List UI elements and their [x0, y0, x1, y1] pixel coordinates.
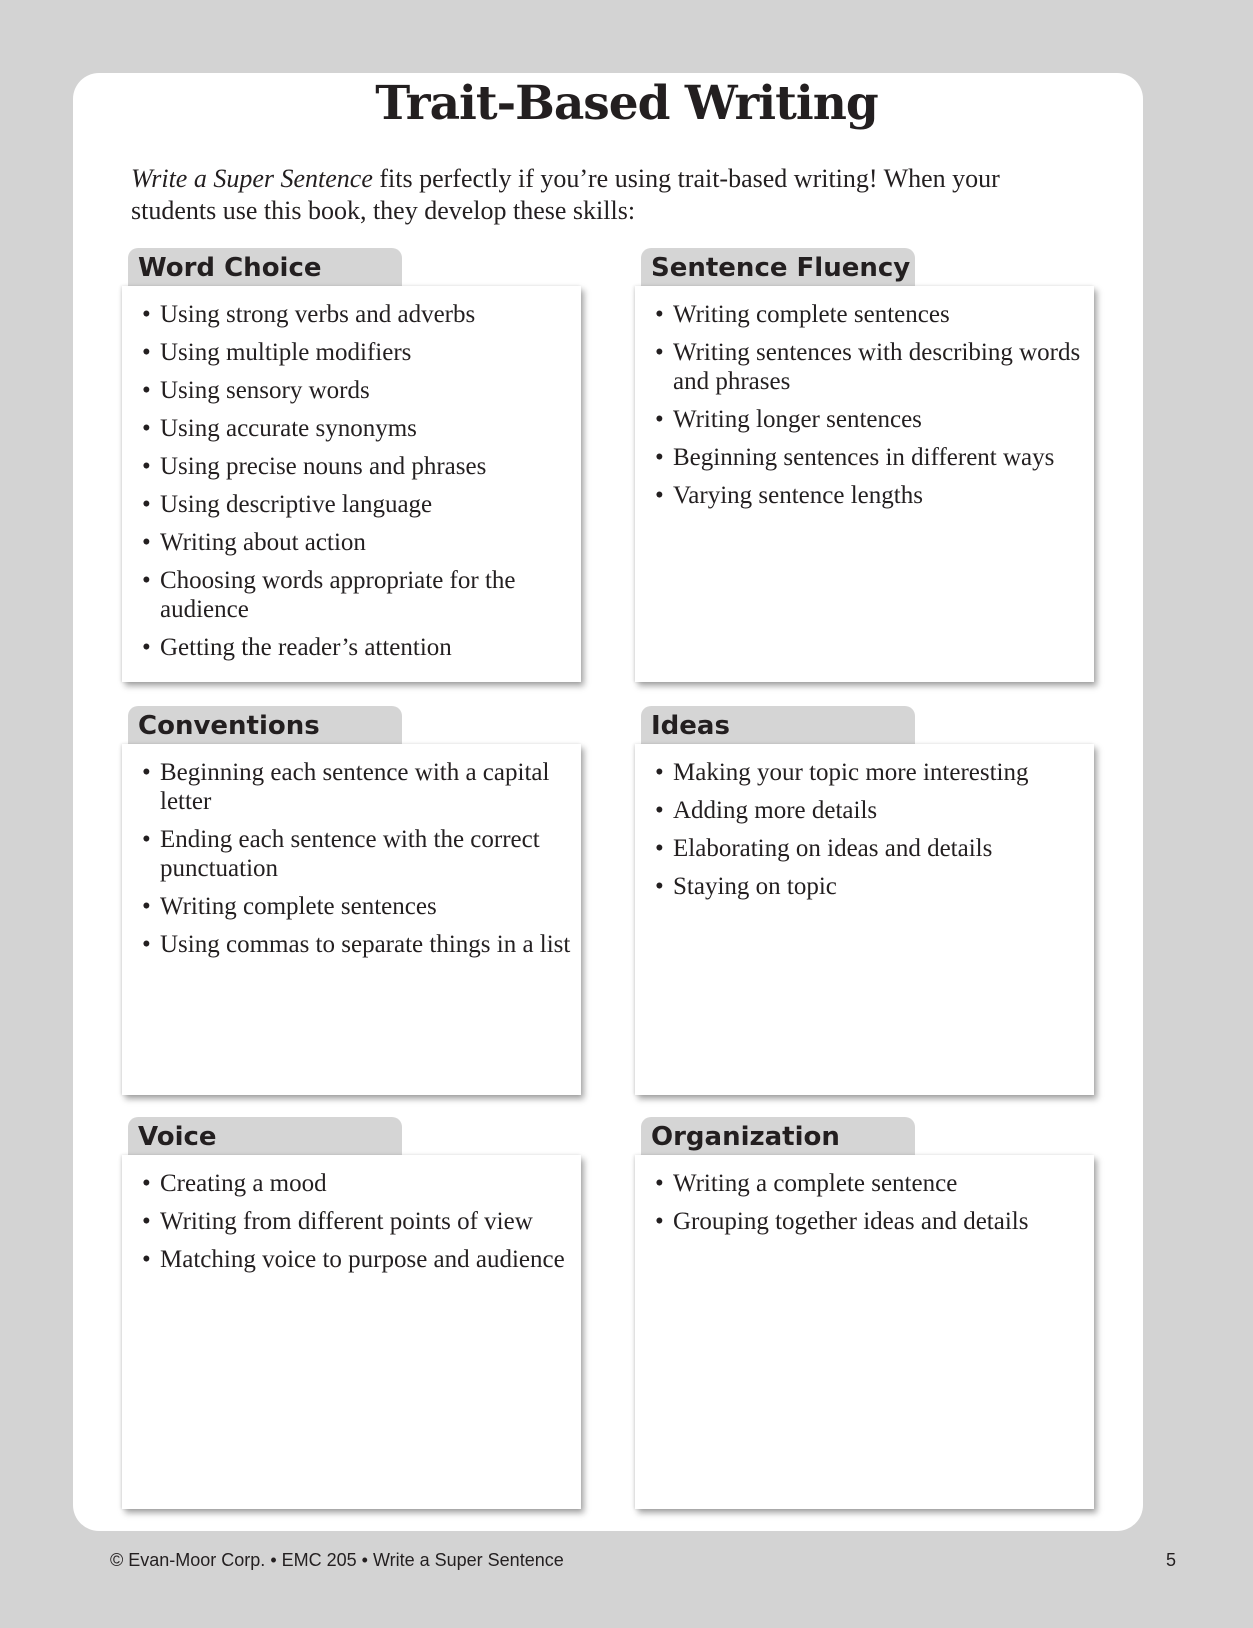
list-item [655, 405, 1094, 434]
bullet-glyph: • [142, 377, 151, 404]
bullet-glyph: • [655, 406, 664, 433]
list-item [142, 1207, 581, 1236]
bullet-glyph: • [655, 482, 664, 509]
bullet-glyph: • [142, 567, 151, 594]
list-item [142, 414, 581, 443]
list-item [142, 930, 581, 959]
section-heading-conventions: Conventions [128, 706, 402, 744]
list-item [142, 300, 581, 329]
list-item-text: Writing a complete sentence [673, 1170, 958, 1197]
bullet-glyph: • [655, 339, 664, 366]
bullet-glyph: • [655, 797, 664, 824]
list-item-text: Using accurate synonyms [160, 415, 417, 442]
bullet-glyph: • [655, 301, 664, 328]
list-item-text: Staying on topic [673, 873, 837, 900]
list-item-text: Adding more details [673, 797, 878, 824]
bullet-glyph: • [142, 1246, 151, 1273]
list-item [655, 834, 1094, 863]
list-item [655, 1169, 1094, 1198]
section-card-sentence-fluency [635, 286, 1094, 682]
bullet-glyph: • [142, 1208, 151, 1235]
section-heading-ideas: Ideas [641, 706, 915, 744]
section-heading-sentence-fluency: Sentence Fluency [641, 248, 915, 286]
bullet-glyph: • [142, 826, 151, 853]
section-heading-organization: Organization [641, 1117, 915, 1155]
list-item-text: Grouping together ideas and details [673, 1208, 1029, 1235]
list-item-text: Creating a mood [160, 1170, 327, 1197]
page-number: 5 [1166, 1550, 1177, 1570]
list-item [142, 376, 581, 405]
bullet-glyph: • [142, 301, 151, 328]
bullet-glyph: • [142, 759, 151, 786]
section-card-word-choice [122, 286, 581, 682]
list-item-text: Elaborating on ideas and details [673, 835, 993, 862]
section-card-conventions [122, 744, 581, 1095]
list-item [142, 338, 581, 367]
list-item-text: Writing sentences with describing words and phrases [673, 339, 1081, 395]
list-item [655, 796, 1094, 825]
list-item [142, 1169, 581, 1198]
bullet-glyph: • [142, 893, 151, 920]
list-item [142, 758, 581, 816]
list-item-text: Writing longer sentences [673, 406, 922, 433]
list-item [655, 1207, 1094, 1236]
bullet-glyph: • [142, 1170, 151, 1197]
bullet-glyph: • [655, 835, 664, 862]
list-item-text: Making your topic more interesting [673, 759, 1029, 786]
footer-credit: © Evan-Moor Corp. • EMC 205 • Write a Super Sentence [110, 1550, 564, 1570]
list-item-text: Writing complete sentences [160, 893, 437, 920]
bullet-glyph: • [142, 415, 151, 442]
list-item [142, 825, 581, 883]
bullet-glyph: • [655, 444, 664, 471]
book-title: Write a Super Sentence [131, 164, 373, 193]
list-item-text: Using multiple modifiers [160, 339, 412, 366]
bullet-glyph: • [142, 931, 151, 958]
list-item-text: Beginning each sentence with a capital letter [160, 759, 550, 815]
intro-text: fits perfectly if you’re using trait-based writing! When your students use this book, they develop these skills: [131, 164, 1000, 225]
list-item-text: Choosing words appropriate for the audience [160, 567, 516, 623]
bullet-glyph: • [655, 873, 664, 900]
page-title: Trait-Based Writing [375, 76, 878, 131]
list-item-text: Varying sentence lengths [673, 482, 923, 509]
bullet-glyph: • [655, 1208, 664, 1235]
list-item [655, 338, 1094, 396]
list-item-text: Getting the reader’s attention [160, 634, 452, 661]
list-item [142, 633, 581, 662]
section-card-voice [122, 1155, 581, 1509]
list-item [142, 892, 581, 921]
list-item-text: Using strong verbs and adverbs [160, 301, 476, 328]
list-item [655, 872, 1094, 901]
section-heading-word-choice: Word Choice [128, 248, 402, 286]
list-item-text: Beginning sentences in different ways [673, 444, 1055, 471]
list-item [655, 300, 1094, 329]
list-item [655, 481, 1094, 510]
bullet-glyph: • [142, 634, 151, 661]
list-item [142, 490, 581, 519]
bullet-glyph: • [655, 1170, 664, 1197]
list-item-text: Using descriptive language [160, 491, 433, 518]
list-item-text: Using precise nouns and phrases [160, 453, 487, 480]
list-item [142, 452, 581, 481]
bullet-glyph: • [655, 759, 664, 786]
list-item-text: Writing complete sentences [673, 301, 950, 328]
section-heading-voice: Voice [128, 1117, 402, 1155]
list-item-text: Matching voice to purpose and audience [160, 1246, 565, 1273]
bullet-glyph: • [142, 339, 151, 366]
bullet-glyph: • [142, 491, 151, 518]
list-item [142, 566, 581, 624]
list-item-text: Using commas to separate things in a list [160, 931, 571, 958]
list-item [142, 528, 581, 557]
list-item [655, 758, 1094, 787]
list-item-text: Ending each sentence with the correct punctuation [160, 826, 540, 882]
list-item-text: Writing about action [160, 529, 366, 556]
section-card-ideas [635, 744, 1094, 1095]
list-item [655, 443, 1094, 472]
bullet-glyph: • [142, 453, 151, 480]
section-card-organization [635, 1155, 1094, 1509]
list-item-text: Writing from different points of view [160, 1208, 533, 1235]
list-item-text: Using sensory words [160, 377, 370, 404]
intro-paragraph [131, 163, 1091, 227]
list-item [142, 1245, 581, 1274]
bullet-glyph: • [142, 529, 151, 556]
